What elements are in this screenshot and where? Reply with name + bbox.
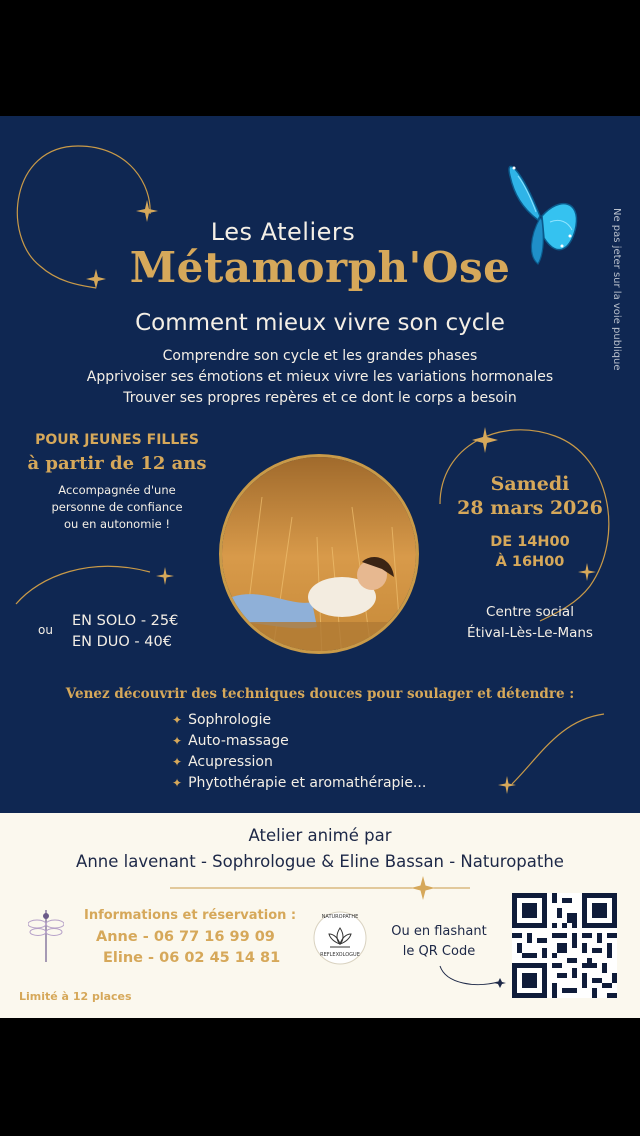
sparkle-icon	[156, 567, 174, 585]
event-day: Samedi	[490, 473, 570, 495]
side-note: Ne pas jeter sur la voie publique	[611, 208, 622, 371]
lotus-logo-icon	[312, 910, 368, 966]
audience-age: à partir de 12 ans	[27, 453, 207, 474]
technique-item: ✦ Acupression	[172, 754, 273, 770]
audience-heading: POUR JEUNES FILLES	[35, 432, 199, 448]
or-label: ou	[38, 623, 53, 637]
places-limit: Limité à 12 places	[19, 990, 132, 1003]
event-time-to: À 16H00	[495, 554, 565, 570]
phone-eline[interactable]: Eline - 06 02 45 14 81	[103, 950, 281, 966]
qr-code-icon[interactable]	[512, 893, 617, 998]
technique-item: ✦ Sophrologie	[172, 712, 272, 728]
sparkle-icon: ✦	[172, 734, 183, 748]
logo-text-top: NATUROPATHE	[321, 914, 359, 920]
event-date: 28 mars 2026	[457, 497, 603, 519]
sparkle-icon	[472, 427, 498, 453]
sparkle-icon	[498, 776, 516, 794]
pre-title: Les Ateliers	[210, 218, 356, 246]
technique-item: ✦ Phytothérapie et aromathérapie...	[172, 775, 427, 791]
sparkle-icon: ✦	[172, 713, 183, 727]
phone-anne[interactable]: Anne - 06 77 16 99 09	[96, 929, 275, 945]
info-title: Informations et réservation :	[84, 908, 297, 923]
hosts: Anne lavenant - Sophrologue & Eline Bassan - Naturopathe	[76, 852, 564, 871]
event-city: Étival-Lès-Le-Mans	[467, 625, 593, 641]
event-place: Centre social	[486, 604, 574, 620]
price-duo: EN DUO - 40€	[72, 634, 172, 650]
audience-details: Accompagnée d'une personne de confiance ou en autonomie !	[51, 483, 183, 531]
bullet-line: Apprivoiser ses émotions et mieux vivre les variations hormonales	[86, 369, 554, 385]
qr-arrow	[436, 962, 508, 992]
event-time-from: DE 14H00	[490, 534, 570, 550]
qr-caption-1: Ou en flashant	[391, 924, 487, 939]
subtitle: Comment mieux vivre son cycle	[135, 310, 505, 336]
bullet-line: Trouver ses propres repères et ce dont le corps a besoin	[123, 390, 517, 406]
animated-by: Atelier animé par	[248, 826, 392, 845]
technique-item: ✦ Auto-massage	[172, 733, 289, 749]
dragonfly-logo-icon	[28, 904, 64, 964]
poster	[0, 116, 640, 1018]
portrait-photo	[219, 454, 419, 654]
logo-text-bottom: REFLEXOLOGUE	[320, 952, 360, 958]
techniques-intro: Venez découvrir des techniques douces pour soulager et détendre :	[65, 686, 575, 702]
price-solo: EN SOLO - 25€	[72, 613, 179, 629]
bullet-line: Comprendre son cycle et les grandes phases	[162, 348, 478, 364]
sparkle-icon: ✦	[172, 755, 183, 769]
main-title: Métamorph'Ose	[129, 243, 511, 292]
sparkle-icon: ✦	[172, 776, 183, 790]
divider-line	[170, 876, 470, 904]
qr-caption-2: le QR Code	[402, 944, 476, 959]
